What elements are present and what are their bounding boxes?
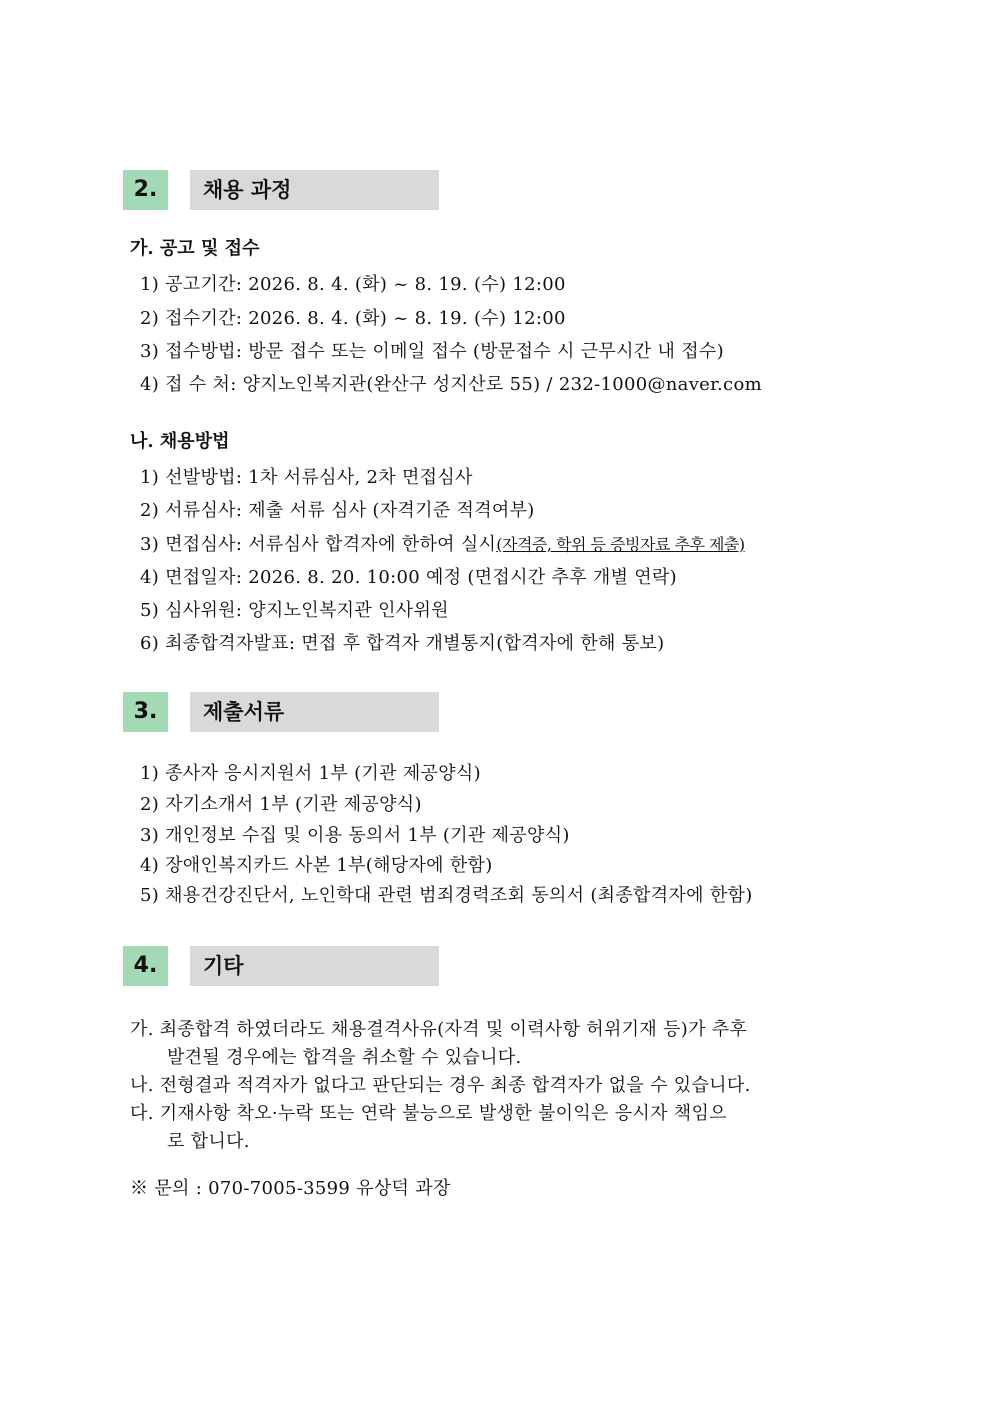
list-item: 2) 서류심사: 제출 서류 심사 (자격기준 적격여부) xyxy=(140,500,535,521)
section-2-header xyxy=(123,170,439,210)
list-item: 1) 종사자 응시지원서 1부 (기관 제공양식) xyxy=(140,763,481,784)
list-item: 1) 선발방법: 1차 서류심사, 2차 면접심사 xyxy=(140,467,473,488)
section-number: 4. xyxy=(123,946,168,986)
section-number: 3. xyxy=(123,692,168,732)
list-item: 4) 장애인복지카드 사본 1부(해당자에 한함) xyxy=(140,855,493,876)
list-item: 2) 자기소개서 1부 (기관 제공양식) xyxy=(140,794,422,815)
subsection-label: 가. 공고 및 접수 xyxy=(130,238,260,259)
etc-item-continued: 로 합니다. xyxy=(167,1131,250,1152)
etc-item: 다. 기재사항 착오·누락 또는 연락 불능으로 발생한 불이익은 응시자 책임으 xyxy=(130,1103,727,1124)
list-item: 4) 면접일자: 2026. 8. 20. 10:00 예정 (면접시간 추후 개별 연락) xyxy=(140,567,678,588)
section-title: 기타 xyxy=(190,946,439,986)
list-item xyxy=(140,530,745,556)
subsection-label: 나. 채용방법 xyxy=(130,431,230,452)
list-item: 2) 접수기간: 2026. 8. 4. (화) ~ 8. 19. (수) 12:00 xyxy=(140,308,566,329)
section-3-header xyxy=(123,692,439,732)
list-item: 5) 심사위원: 양지노인복지관 인사위원 xyxy=(140,600,449,621)
contact-note: ※ 문의 : 070-7005-3599 유상덕 과장 xyxy=(130,1178,451,1199)
list-item: 3) 접수방법: 방문 접수 또는 이메일 접수 (방문접수 시 근무시간 내 접수) xyxy=(140,341,724,362)
list-item-text: 3) 면접심사: 서류심사 합격자에 한하여 실시 xyxy=(140,534,497,555)
list-item: 3) 개인정보 수집 및 이용 동의서 1부 (기관 제공양식) xyxy=(140,825,570,846)
underlined-note: (자격증, 학위 등 증빙자료 추후 제출) xyxy=(496,535,745,554)
etc-item: 가. 최종합격 하였더라도 채용결격사유(자격 및 이력사항 허위기재 등)가 추후 xyxy=(130,1019,748,1040)
section-number: 2. xyxy=(123,170,168,210)
list-item: 4) 접 수 처: 양지노인복지관(완산구 성지산로 55) / 232-1000@naver.com xyxy=(140,374,762,395)
list-item: 6) 최종합격자발표: 면접 후 합격자 개별통지(합격자에 한해 통보) xyxy=(140,633,665,654)
etc-item-continued: 발견될 경우에는 합격을 취소할 수 있습니다. xyxy=(167,1047,522,1068)
list-item: 1) 공고기간: 2026. 8. 4. (화) ~ 8. 19. (수) 12:00 xyxy=(140,274,566,295)
section-title: 채용 과정 xyxy=(190,170,439,210)
list-item: 5) 채용건강진단서, 노인학대 관련 범죄경력조회 동의서 (최종합격자에 한함) xyxy=(140,885,753,906)
section-4-header xyxy=(123,946,439,986)
etc-item: 나. 전형결과 적격자가 없다고 판단되는 경우 최종 합격자가 없을 수 있습니다. xyxy=(130,1075,751,1096)
section-title: 제출서류 xyxy=(190,692,439,732)
